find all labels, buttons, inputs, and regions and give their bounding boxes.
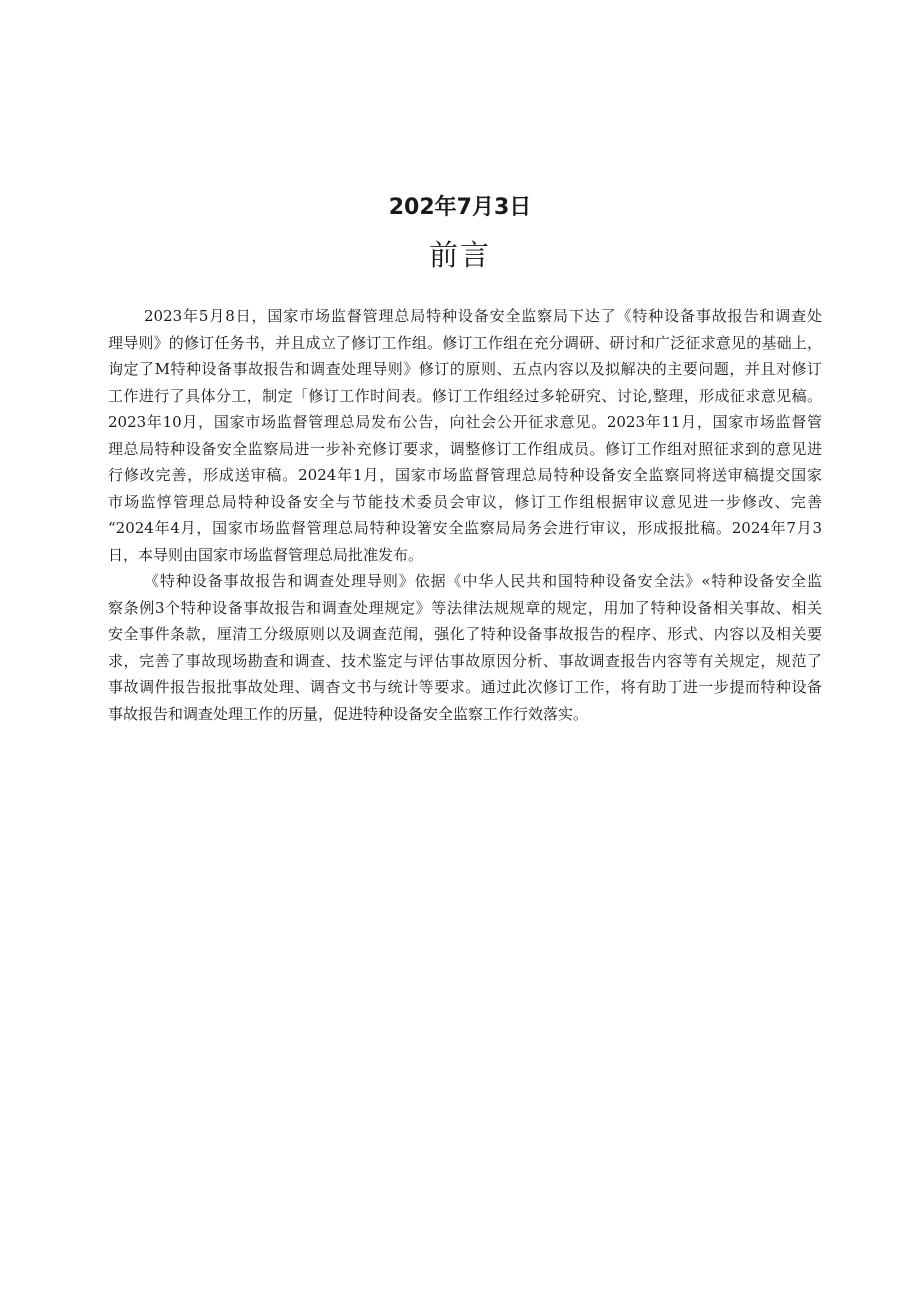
page-title: 前言: [428, 238, 491, 272]
date-heading: 202年7月3日: [388, 195, 532, 220]
paragraph-line: “2024年4月，国家市场监督管理总局特种设箸安全监察局局务会进行审议，形成报批稿。2024年7月3: [108, 519, 822, 537]
paragraph-1: [108, 303, 822, 568]
paragraph-line: 市场监惇管理总局特种设备安全与节能技术委员会审议，修订工作组根据审议意见进一步修改、完善: [108, 492, 822, 511]
paragraph-line: 理导则》的修订任务书，并且成立了修订工作组。修订工作组在充分调研、研讨和广泛征求意见的基础上，: [108, 333, 822, 352]
paragraph-line: 询定了M特种设备事故报告和调查处理导则》修订的原则、五点内容以及拟解决的主要问题，并且对修订: [108, 360, 822, 378]
paragraph-line: 察条例3个特种设备事故报告和调查处理规定》等法律法规规章的规定，用加了特种设备相关事故、相关: [108, 598, 822, 617]
paragraph-line: 工作进行了具体分工，制定「修订工作时间表。修订工作组经过多轮研究、讨论,整理，形成征求意见稿。: [108, 386, 822, 405]
paragraph-line: 日，本导则由国家市场监督管理总局批准发布。: [108, 545, 424, 564]
paragraph-line: 行修改完善，形成送审稿。2024年1月，国家市场监督管理总局特种设备安全监察同将送审稿提交国家: [108, 466, 822, 484]
paragraph-line: 事故调件报告报批事故处理、调杳文书与统计等要求。通过此次修订工作，将有助丁进一步提而特种设备: [108, 678, 822, 696]
document-body: [108, 303, 822, 727]
paragraph-line: 《特种设备事故报告和调查处理导则》依据《中华人民共和国特种设备安全法》«特种设备安全监: [144, 572, 822, 590]
paragraph-line: 理总局特种设备安全监察局进一步补充修订要求，调整修订工作组成员。修订工作组对照征求到的意见进: [108, 439, 822, 458]
paragraph-line: 事故报告和调查处理工作的历量，促进特种设备安全监察工作行效落实。: [108, 704, 589, 723]
paragraph-line: 2023年10月，国家市场监督管理总局发布公告，向社会公开征求意见。2023年11月，国家市场监督管: [108, 413, 822, 431]
paragraph-line: 2023年5月8日，国家市场监督管理总局特种设备安全监察局下达了《特种设备事故报告和调查处: [144, 307, 822, 325]
paragraph-line: 安全事件条款，厘清工分级原则以及调查范闱，强化了特种设备事故报告的程序、形式、内容以及相关要: [108, 625, 822, 643]
paragraph-line: 求，完善了事故现场勘查和调查、技术鉴定与评估事故原因分析、事故调查报告内容等有关规定，规范了: [108, 651, 822, 670]
paragraph-2: [108, 568, 822, 727]
